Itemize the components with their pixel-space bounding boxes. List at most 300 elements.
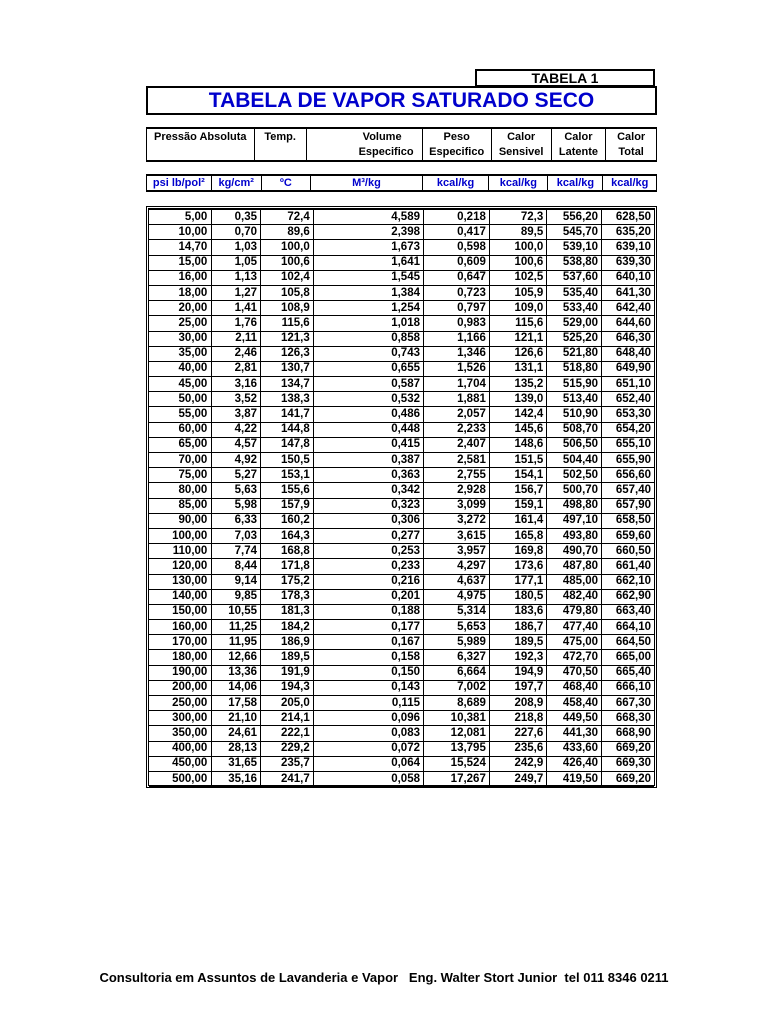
table-cell: 0,150 [313, 665, 423, 680]
table-cell: 177,1 [489, 574, 546, 589]
table-row [149, 331, 654, 346]
table-cell: 171,8 [261, 559, 314, 574]
table-cell: 5,989 [424, 635, 490, 650]
table-cell: 157,9 [261, 498, 314, 513]
table-cell: 0,587 [313, 377, 423, 392]
table-cell: 7,74 [212, 544, 261, 559]
table-cell: 665,40 [602, 665, 654, 680]
table-cell: 506,50 [547, 437, 602, 452]
table-cell: 85,00 [149, 498, 212, 513]
table-cell: 181,3 [261, 604, 314, 619]
table-cell: 539,10 [547, 240, 602, 255]
table-cell: 468,40 [547, 680, 602, 695]
table-cell: 639,30 [602, 255, 654, 270]
table-row [149, 574, 654, 589]
table-cell: 2,755 [424, 468, 490, 483]
table-cell: 537,60 [547, 270, 602, 285]
table-cell: 12,66 [212, 650, 261, 665]
table-cell: 18,00 [149, 285, 212, 300]
table-cell: 479,80 [547, 604, 602, 619]
table-cell: 102,4 [261, 270, 314, 285]
table-cell: 183,6 [489, 604, 546, 619]
table-cell: 145,6 [489, 422, 546, 437]
table-cell: 90,00 [149, 513, 212, 528]
data-table-frame [146, 206, 657, 788]
table-cell: 300,00 [149, 711, 212, 726]
table-cell: 142,4 [489, 407, 546, 422]
table-cell: 147,8 [261, 437, 314, 452]
table-cell: 556,20 [547, 210, 602, 225]
table-cell: 14,06 [212, 680, 261, 695]
table-row [149, 726, 654, 741]
table-cell: 472,70 [547, 650, 602, 665]
table-cell: 194,3 [261, 680, 314, 695]
table-row [149, 285, 654, 300]
table-cell: 1,13 [212, 270, 261, 285]
table-cell: 194,9 [489, 665, 546, 680]
table-cell: 110,00 [149, 544, 212, 559]
table-cell: 159,1 [489, 498, 546, 513]
table-cell: 17,58 [212, 696, 261, 711]
table-cell: 80,00 [149, 483, 212, 498]
table-cell: 10,00 [149, 225, 212, 240]
table-cell: 529,00 [547, 316, 602, 331]
table-cell: 510,90 [547, 407, 602, 422]
table-cell: 35,16 [212, 771, 261, 786]
table-cell: 5,653 [424, 620, 490, 635]
table-cell: 5,63 [212, 483, 261, 498]
table-cell: 100,6 [261, 255, 314, 270]
table-row [149, 422, 654, 437]
table-cell: 0,072 [313, 741, 423, 756]
table-cell: 9,14 [212, 574, 261, 589]
table-cell: 150,5 [261, 453, 314, 468]
table-row [149, 210, 654, 225]
table-cell: 0,218 [424, 210, 490, 225]
header-calor-sensivel: Calor Sensivel [491, 128, 551, 161]
table-cell: 155,6 [261, 483, 314, 498]
table-cell: 1,673 [313, 240, 423, 255]
table-cell: 3,099 [424, 498, 490, 513]
table-cell: 1,704 [424, 377, 490, 392]
table-cell: 350,00 [149, 726, 212, 741]
column-headers [146, 127, 657, 162]
header-volume: Volume Especifico [306, 128, 422, 161]
table-cell: 0,306 [313, 513, 423, 528]
table-cell: 3,16 [212, 377, 261, 392]
table-cell: 165,8 [489, 528, 546, 543]
table-cell: 655,90 [602, 453, 654, 468]
table-cell: 190,00 [149, 665, 212, 680]
table-cell: 2,928 [424, 483, 490, 498]
table-cell: 144,8 [261, 422, 314, 437]
table-cell: 1,384 [313, 285, 423, 300]
table-cell: 400,00 [149, 741, 212, 756]
table-cell: 192,3 [489, 650, 546, 665]
table-cell: 1,346 [424, 346, 490, 361]
table-cell: 4,22 [212, 422, 261, 437]
header-peso: Peso Especifico [422, 128, 491, 161]
table-cell: 17,267 [424, 771, 490, 786]
table-cell: 1,254 [313, 301, 423, 316]
table-cell: 5,27 [212, 468, 261, 483]
table-cell: 0,797 [424, 301, 490, 316]
table-cell: 639,10 [602, 240, 654, 255]
table-cell: 3,957 [424, 544, 490, 559]
table-cell: 653,30 [602, 407, 654, 422]
table-row [149, 620, 654, 635]
footer-credit: Consultoria em Assuntos de Lavanderia e Vapor Eng. Walter Stort Junior tel 011 8346 0211 [99, 970, 669, 985]
table-cell: 656,60 [602, 468, 654, 483]
table-cell: 72,4 [261, 210, 314, 225]
table-cell: 663,40 [602, 604, 654, 619]
header-temp: Temp. [254, 128, 306, 161]
table-row [149, 544, 654, 559]
table-cell: 148,6 [489, 437, 546, 452]
table-cell: 668,90 [602, 726, 654, 741]
table-cell: 65,00 [149, 437, 212, 452]
table-cell: 205,0 [261, 696, 314, 711]
table-cell: 89,6 [261, 225, 314, 240]
table-cell: 184,2 [261, 620, 314, 635]
table-cell: 642,40 [602, 301, 654, 316]
table-cell: 130,7 [261, 361, 314, 376]
table-cell: 154,1 [489, 468, 546, 483]
table-cell: 2,581 [424, 453, 490, 468]
table-cell: 100,6 [489, 255, 546, 270]
table-row [149, 604, 654, 619]
table-cell: 1,05 [212, 255, 261, 270]
table-cell: 189,5 [261, 650, 314, 665]
table-cell: 669,20 [602, 741, 654, 756]
table-cell: 138,3 [261, 392, 314, 407]
table-cell: 668,30 [602, 711, 654, 726]
data-table [149, 209, 654, 787]
table-cell: 0,083 [313, 726, 423, 741]
table-cell: 1,03 [212, 240, 261, 255]
table-cell: 538,80 [547, 255, 602, 270]
table-cell: 657,40 [602, 483, 654, 498]
header-pressao: Pressão Absoluta [147, 128, 255, 161]
table-row [149, 650, 654, 665]
table-row [149, 680, 654, 695]
table-cell: 0,177 [313, 620, 423, 635]
page-title: TABELA DE VAPOR SATURADO SECO [146, 86, 657, 115]
table-cell: 669,20 [602, 771, 654, 786]
table-cell: 140,00 [149, 589, 212, 604]
table-cell: 214,1 [261, 711, 314, 726]
table-cell: 105,9 [489, 285, 546, 300]
table-cell: 654,20 [602, 422, 654, 437]
table-cell: 497,10 [547, 513, 602, 528]
table-cell: 458,40 [547, 696, 602, 711]
table-row [149, 513, 654, 528]
unit-kcal-latente: kcal/kg [548, 175, 603, 191]
table-row [149, 696, 654, 711]
table-row [149, 559, 654, 574]
unit-m3kg: M³/kg [311, 175, 423, 191]
table-cell: 1,018 [313, 316, 423, 331]
table-cell: 0,143 [313, 680, 423, 695]
table-cell: 150,00 [149, 604, 212, 619]
table-cell: 50,00 [149, 392, 212, 407]
table-cell: 105,8 [261, 285, 314, 300]
table-cell: 0,167 [313, 635, 423, 650]
table-cell: 235,7 [261, 756, 314, 771]
table-cell: 131,1 [489, 361, 546, 376]
table-row [149, 392, 654, 407]
table-cell: 2,11 [212, 331, 261, 346]
table-cell: 518,80 [547, 361, 602, 376]
table-cell: 160,2 [261, 513, 314, 528]
table-cell: 189,5 [489, 635, 546, 650]
table-cell: 1,881 [424, 392, 490, 407]
table-cell: 485,00 [547, 574, 602, 589]
table-cell: 109,0 [489, 301, 546, 316]
unit-psi: psi lb/pol² [147, 175, 212, 191]
table-cell: 2,233 [424, 422, 490, 437]
table-cell: 2,407 [424, 437, 490, 452]
table-cell: 545,70 [547, 225, 602, 240]
table-cell: 4,589 [313, 210, 423, 225]
table-row [149, 498, 654, 513]
table-cell: 70,00 [149, 453, 212, 468]
table-cell: 487,80 [547, 559, 602, 574]
table-cell: 7,002 [424, 680, 490, 695]
table-cell: 508,70 [547, 422, 602, 437]
table-cell: 191,9 [261, 665, 314, 680]
table-cell: 102,5 [489, 270, 546, 285]
table-cell: 135,2 [489, 377, 546, 392]
table-cell: 6,33 [212, 513, 261, 528]
table-cell: 0,743 [313, 346, 423, 361]
table-cell: 441,30 [547, 726, 602, 741]
table-cell: 115,6 [489, 316, 546, 331]
table-cell: 449,50 [547, 711, 602, 726]
table-cell: 235,6 [489, 741, 546, 756]
table-row [149, 377, 654, 392]
table-cell: 2,398 [313, 225, 423, 240]
table-cell: 0,983 [424, 316, 490, 331]
table-cell: 1,545 [313, 270, 423, 285]
table-cell: 533,40 [547, 301, 602, 316]
table-cell: 11,95 [212, 635, 261, 650]
table-cell: 0,277 [313, 528, 423, 543]
table-cell: 426,40 [547, 756, 602, 771]
table-cell: 6,664 [424, 665, 490, 680]
unit-kcal-sensivel: kcal/kg [489, 175, 548, 191]
table-cell: 667,30 [602, 696, 654, 711]
table-cell: 500,00 [149, 771, 212, 786]
table-cell: 186,9 [261, 635, 314, 650]
table-cell: 669,30 [602, 756, 654, 771]
table-row [149, 255, 654, 270]
table-cell: 482,40 [547, 589, 602, 604]
table-cell: 24,61 [212, 726, 261, 741]
table-row [149, 453, 654, 468]
table-cell: 504,40 [547, 453, 602, 468]
table-cell: 169,8 [489, 544, 546, 559]
table-cell: 126,6 [489, 346, 546, 361]
table-cell: 13,795 [424, 741, 490, 756]
table-cell: 1,27 [212, 285, 261, 300]
table-row [149, 665, 654, 680]
table-cell: 0,201 [313, 589, 423, 604]
table-cell: 659,60 [602, 528, 654, 543]
header-calor-total: Calor Total [606, 128, 657, 161]
table-cell: 661,40 [602, 559, 654, 574]
table-cell: 2,81 [212, 361, 261, 376]
table-cell: 250,00 [149, 696, 212, 711]
table-cell: 10,55 [212, 604, 261, 619]
table-cell: 0,115 [313, 696, 423, 711]
table-cell: 664,50 [602, 635, 654, 650]
table-cell: 651,10 [602, 377, 654, 392]
table-cell: 229,2 [261, 741, 314, 756]
table-row [149, 301, 654, 316]
table-cell: 161,4 [489, 513, 546, 528]
table-cell: 0,064 [313, 756, 423, 771]
table-cell: 21,10 [212, 711, 261, 726]
table-cell: 9,85 [212, 589, 261, 604]
table-cell: 665,00 [602, 650, 654, 665]
table-cell: 121,3 [261, 331, 314, 346]
table-cell: 1,41 [212, 301, 261, 316]
table-cell: 15,00 [149, 255, 212, 270]
table-row [149, 711, 654, 726]
table-cell: 0,609 [424, 255, 490, 270]
units-row [146, 174, 657, 192]
table-cell: 5,314 [424, 604, 490, 619]
table-cell: 15,524 [424, 756, 490, 771]
table-cell: 134,7 [261, 377, 314, 392]
table-row [149, 270, 654, 285]
table-cell: 664,10 [602, 620, 654, 635]
header-calor-latente: Calor Latente [551, 128, 606, 161]
table-cell: 156,7 [489, 483, 546, 498]
table-cell: 433,60 [547, 741, 602, 756]
table-cell: 5,00 [149, 210, 212, 225]
table-cell: 1,641 [313, 255, 423, 270]
table-cell: 25,00 [149, 316, 212, 331]
table-row [149, 316, 654, 331]
table-cell: 662,90 [602, 589, 654, 604]
table-cell: 657,90 [602, 498, 654, 513]
table-cell: 0,058 [313, 771, 423, 786]
table-cell: 45,00 [149, 377, 212, 392]
table-cell: 30,00 [149, 331, 212, 346]
table-cell: 0,096 [313, 711, 423, 726]
table-cell: 4,637 [424, 574, 490, 589]
table-cell: 660,50 [602, 544, 654, 559]
table-cell: 0,233 [313, 559, 423, 574]
table-cell: 0,858 [313, 331, 423, 346]
table-cell: 186,7 [489, 620, 546, 635]
table-cell: 1,526 [424, 361, 490, 376]
unit-kcal-total: kcal/kg [603, 175, 657, 191]
table-cell: 493,80 [547, 528, 602, 543]
table-cell: 13,36 [212, 665, 261, 680]
table-cell: 4,57 [212, 437, 261, 452]
table-cell: 100,00 [149, 528, 212, 543]
table-row [149, 240, 654, 255]
table-cell: 4,975 [424, 589, 490, 604]
table-cell: 635,20 [602, 225, 654, 240]
table-cell: 218,8 [489, 711, 546, 726]
table-cell: 175,2 [261, 574, 314, 589]
table-row [149, 741, 654, 756]
table-cell: 31,65 [212, 756, 261, 771]
table-cell: 490,70 [547, 544, 602, 559]
table-row [149, 589, 654, 604]
table-cell: 0,70 [212, 225, 261, 240]
table-cell: 72,3 [489, 210, 546, 225]
table-cell: 0,35 [212, 210, 261, 225]
table-cell: 120,00 [149, 559, 212, 574]
table-cell: 652,40 [602, 392, 654, 407]
table-cell: 500,70 [547, 483, 602, 498]
table-cell: 8,689 [424, 696, 490, 711]
table-cell: 75,00 [149, 468, 212, 483]
table-cell: 2,46 [212, 346, 261, 361]
table-cell: 178,3 [261, 589, 314, 604]
table-cell: 1,76 [212, 316, 261, 331]
table-cell: 649,90 [602, 361, 654, 376]
table-cell: 160,00 [149, 620, 212, 635]
table-cell: 640,10 [602, 270, 654, 285]
table-row [149, 483, 654, 498]
table-cell: 515,90 [547, 377, 602, 392]
table-cell: 151,5 [489, 453, 546, 468]
table-cell: 4,92 [212, 453, 261, 468]
table-cell: 0,323 [313, 498, 423, 513]
unit-kgcm2: kg/cm² [211, 175, 261, 191]
table-cell: 20,00 [149, 301, 212, 316]
table-cell: 227,6 [489, 726, 546, 741]
table-cell: 0,188 [313, 604, 423, 619]
table-cell: 0,486 [313, 407, 423, 422]
unit-kcal-peso: kcal/kg [422, 175, 488, 191]
table-cell: 170,00 [149, 635, 212, 650]
table-cell: 666,10 [602, 680, 654, 695]
table-row [149, 225, 654, 240]
table-cell: 100,0 [261, 240, 314, 255]
table-cell: 249,7 [489, 771, 546, 786]
table-cell: 7,03 [212, 528, 261, 543]
table-cell: 0,655 [313, 361, 423, 376]
table-cell: 0,417 [424, 225, 490, 240]
table-cell: 197,7 [489, 680, 546, 695]
table-cell: 521,80 [547, 346, 602, 361]
table-cell: 0,415 [313, 437, 423, 452]
table-cell: 208,9 [489, 696, 546, 711]
table-row [149, 437, 654, 452]
table-cell: 8,44 [212, 559, 261, 574]
table-cell: 641,30 [602, 285, 654, 300]
table-cell: 28,13 [212, 741, 261, 756]
table-cell: 242,9 [489, 756, 546, 771]
table-cell: 648,40 [602, 346, 654, 361]
table-cell: 11,25 [212, 620, 261, 635]
table-cell: 0,448 [313, 422, 423, 437]
table-cell: 60,00 [149, 422, 212, 437]
table-cell: 0,158 [313, 650, 423, 665]
table-cell: 130,00 [149, 574, 212, 589]
table-cell: 40,00 [149, 361, 212, 376]
table-row [149, 346, 654, 361]
table-cell: 419,50 [547, 771, 602, 786]
table-cell: 513,40 [547, 392, 602, 407]
